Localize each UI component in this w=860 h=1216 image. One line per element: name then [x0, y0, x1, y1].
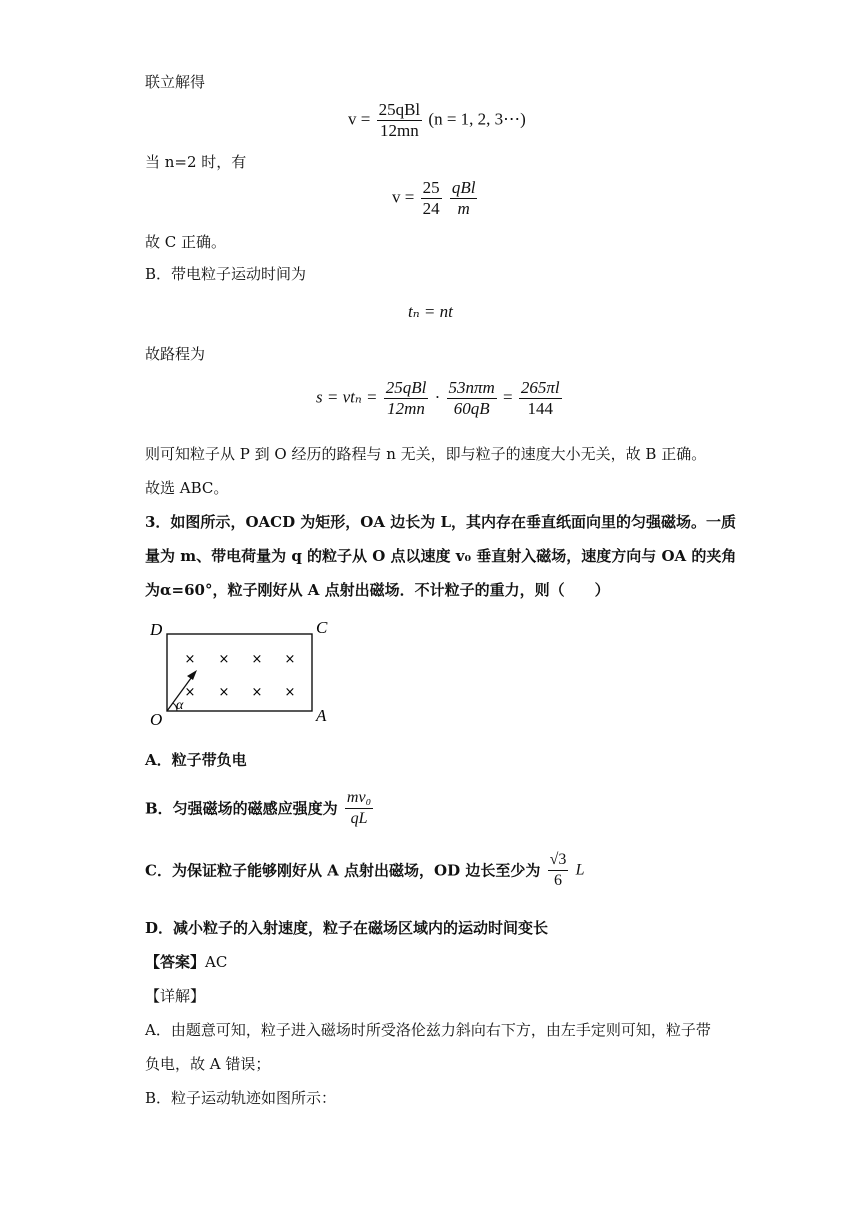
- option-c: C．为保证粒子能够刚好从 A 点射出磁场，OD 边长至少为 $\frac{√3}{6}$ L: [145, 851, 585, 889]
- question3-line1: 3．如图所示，OACD 为矩形，OA 边长为 L，其内存在垂直纸面向里的匀强磁场。一质: [145, 513, 737, 531]
- option-a: A．粒子带负电: [145, 751, 247, 769]
- when-n2-label: 当 n=2 时，有: [145, 153, 247, 171]
- fraction: $\frac{\text{25qBl}}{12mn}$: [385, 378, 427, 418]
- answer-label: 【答案】: [145, 953, 206, 971]
- eq-lhs: v =: [348, 109, 371, 129]
- label-alpha: α: [176, 698, 184, 713]
- question3-line3: 为α=60°，粒子刚好从 A 点射出磁场．不计粒子的重力，则（ ）: [145, 581, 610, 599]
- fraction: $\frac{√3}{6}$: [549, 851, 567, 889]
- field-mark: ×: [184, 652, 196, 667]
- answer-line: [145, 952, 227, 972]
- eq-condition: (n = 1, 2, 3⋯): [428, 109, 526, 129]
- field-mark: ×: [218, 685, 230, 700]
- b-conclusion: 则可知粒子从 P 到 O 经历的路程与 n 无关，即与粒子的速度大小无关，故 B 正确。: [145, 445, 707, 463]
- option-d: D．减小粒子的入射速度，粒子在磁场区域内的运动时间变长: [145, 919, 549, 937]
- label-c: C: [316, 618, 328, 637]
- fraction: $\frac{\text{mv₀}}{qL}$: [346, 789, 372, 827]
- b-time-label: B．带电粒子运动时间为: [145, 265, 307, 283]
- path-label: 故路程为: [145, 345, 206, 363]
- arrowhead-icon: [187, 670, 197, 680]
- label-o: O: [150, 710, 163, 729]
- field-mark: ×: [284, 685, 296, 700]
- equation-v-general: [348, 100, 526, 141]
- detail-label: 【详解】: [145, 987, 206, 1005]
- c-correct: 故 C 正确。: [145, 233, 227, 251]
- label-a: A: [316, 706, 327, 725]
- detail-b: B．粒子运动轨迹如图所示：: [145, 1089, 337, 1107]
- field-mark: ×: [251, 685, 263, 700]
- field-mark: ×: [284, 652, 296, 667]
- detail-a-line2: 负电，故 A 错误；: [145, 1055, 271, 1073]
- equation-path: s = vtₙ = $\frac{\text{25qBl}}{12mn}$ · $\frac{\text{53nπm}}{60qB}$ = $\frac{265\pi l}{144}$: [316, 378, 560, 418]
- detail-a-line1: A．由题意可知，粒子进入磁场时所受洛伦兹力斜向右下方，由左手定则可知，粒子带: [145, 1021, 711, 1039]
- magnetic-field-figure: [150, 617, 340, 729]
- fraction: $\frac{\text{qBl}}{m}$: [451, 178, 476, 218]
- field-mark: ×: [184, 685, 196, 700]
- equation-v-n2: v = $\frac{25}{24}$ $\frac{\text{qBl}}{m}$: [392, 178, 476, 218]
- field-mark: ×: [251, 652, 263, 667]
- choose-answer: 故选 ABC。: [145, 479, 229, 497]
- question3-line2: 量为 m、带电荷量为 q 的粒子从 O 点以速度 v₀ 垂直射入磁场，速度方向与 OA 的夹角: [145, 547, 737, 565]
- option-b: B．匀强磁场的磁感应强度为 $\frac{\text{mv₀}}{qL}$: [145, 789, 372, 827]
- fraction: $\frac{265\pi l}{144}$: [520, 378, 560, 418]
- combine-label: 联立解得: [145, 73, 206, 91]
- equation-time: tₙ = nt: [408, 302, 453, 321]
- fraction: $\frac{\text{53nπm}}{60qB}$: [448, 378, 495, 418]
- field-mark: ×: [218, 652, 230, 667]
- fraction: $\frac{25}{24}$: [422, 178, 440, 218]
- answer-value: AC: [205, 953, 228, 971]
- fraction: $\frac{\text{25qBl}}{12mn}$: [378, 100, 421, 140]
- label-d: D: [150, 620, 163, 639]
